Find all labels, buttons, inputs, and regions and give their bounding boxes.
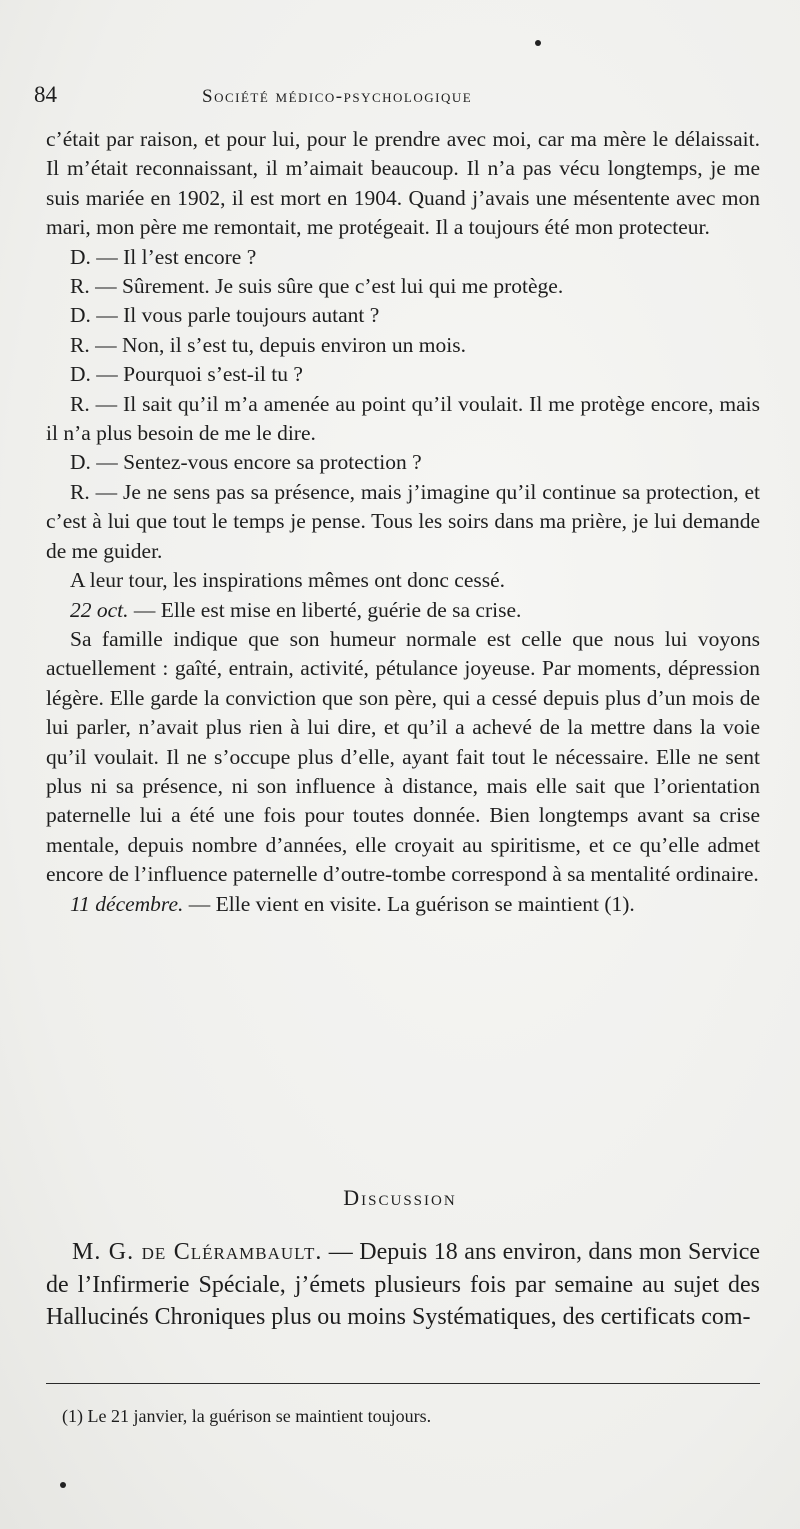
entry-text: — Elle vient en visite. La guérison se maintient (1). [183, 891, 635, 916]
body-text [46, 125, 760, 919]
ink-speck [60, 1482, 66, 1488]
dialogue-question: D. — Pourquoi s’est-il tu ? [70, 362, 303, 387]
section-heading: Discussion [343, 1185, 457, 1210]
ink-speck [535, 40, 541, 46]
page-number: 84 [34, 82, 57, 107]
discussion-paragraph [46, 1236, 760, 1334]
dated-entry [46, 596, 760, 625]
entry-date: 11 décembre. [70, 891, 184, 916]
running-title: Société médico-psychologique [202, 86, 473, 107]
discussion-body: — Depuis 18 ans environ, dans mon Service de l’Infirmerie Spéciale, j’émets plusieurs fois par semaine au sujet des Hallucinés Chroniques plus ou moins Systématiques, des certificats com- [46, 1239, 760, 1330]
paragraph: A leur tour, les inspirations mêmes ont donc cessé. [70, 568, 506, 593]
page-header [34, 82, 734, 112]
speaker-name: M. G. de Clérambault. [72, 1239, 323, 1265]
dialogue-answer: R. — Non, il s’est tu, depuis environ un mois. [70, 332, 466, 357]
paragraph: Sa famille indique que son humeur normale est celle que nous lui voyons actuellement : gaîté, entrain, activité, pétulance joyeuse. Par moments, dépression légère. Elle garde la conviction que son père, qui a cessé depuis plus d’un mois de lui parler, n’avait plus rien à lui dire, et qu’il a achevé de la mettre dans la voie qu’il voulait. Il ne s’occupe plus d’elle, ayant fait tout le nécessaire. Elle ne sent plus ni sa présence, ni son influence à distance, mais elle sait que l’orientation paternelle lui a été une fois pour toutes donnée. Bien longtemps avant sa crise mentale, depuis nombre d’années, elle croyait au spiritisme, et ce qu’elle admet encore de l’influence paternelle d’outre-tombe correspond à sa mentalité ordinaire. [46, 626, 760, 887]
dialogue-answer: R. — Je ne sens pas sa présence, mais j’imagine qu’il continue sa protection, et c’est à lui que tout le temps je pense. Tous les soirs dans ma prière, je lui demande de me guider. [46, 479, 760, 563]
footnote-divider [46, 1383, 760, 1384]
dialogue-answer: R. — Il sait qu’il m’a amenée au point qu’il voulait. Il me protège encore, mais il n’a plus besoin de me le dire. [46, 391, 760, 446]
entry-date: 22 oct. [70, 597, 129, 622]
dated-entry [46, 890, 760, 919]
entry-text: — Elle est mise en liberté, guérie de sa crise. [128, 597, 522, 622]
dialogue-question: D. — Il l’est encore ? [70, 244, 257, 269]
dialogue-question: D. — Sentez-vous encore sa protection ? [70, 450, 422, 475]
dialogue-question: D. — Il vous parle toujours autant ? [70, 303, 380, 328]
paragraph: c’était par raison, et pour lui, pour le prendre avec moi, car ma mère le délaissait. Il m’était reconnaissant, il m’aimait beaucoup. Il n’a pas vécu longtemps, je me suis mariée en 1902, il est mort en 1904. Quand j’avais une mésentente avec mon mari, mon père me remontait, me protégeait. Il a toujours été mon protecteur. [46, 127, 760, 240]
footnote: (1) Le 21 janvier, la guérison se maintient toujours. [62, 1406, 432, 1426]
discussion-text [46, 1236, 760, 1334]
dialogue-answer: R. — Sûrement. Je suis sûre que c’est lui qui me protège. [70, 274, 564, 299]
